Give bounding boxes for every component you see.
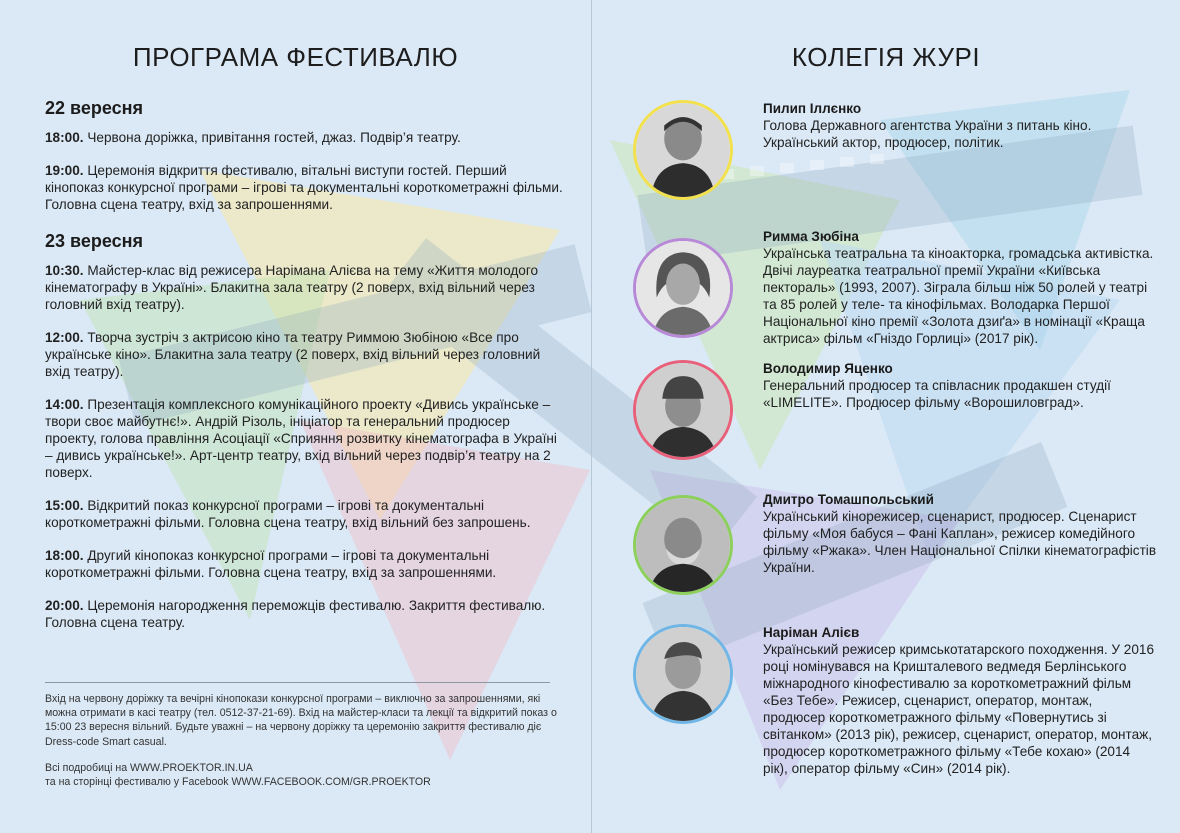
jury-bio: Голова Державного агентства України з питань кіно. Український актор, продюсер, політик.: [763, 118, 1092, 150]
male-portrait-icon: [636, 627, 730, 721]
male-portrait-icon: [636, 103, 730, 197]
schedule-text: Другий кінопоказ конкурсної програми – ігрові та документальні короткометражні фільми. Головна сцена театру, вхід за запрошеннями.: [45, 548, 497, 580]
jury-photo: [633, 100, 733, 200]
schedule-item: [45, 162, 565, 213]
jury-name: Володимир Яценко: [763, 361, 893, 376]
schedule-item: [45, 547, 565, 581]
schedule-text: Майстер-клас від режисера Нарімана Алієва на тему «Життя молодого кінематографу в Україні». Блакитна зала театру (2 поверх, вхід вільний через головний вхід театру).: [45, 263, 539, 312]
jury-photo: [633, 495, 733, 595]
website-link-text[interactable]: Всі подробиці на WWW.PROEKTOR.IN.UA: [45, 762, 253, 774]
jury-photo: [633, 238, 733, 338]
schedule-text: Відкритий показ конкурсної програми – ігрові та документальні короткометражні фільми. Головна сцена театру, вхід вільний без запрошень.: [45, 498, 531, 530]
jury-name: Римма Зюбіна: [763, 229, 859, 244]
schedule-text: Церемонія відкриття фестивалю, вітальні виступи гостей. Перший кінопоказ конкурсної програми – ігрові та документальні короткометражні фільми. Головна сцена театру, вхід за запрошеннями.: [45, 163, 563, 212]
schedule-text: Церемонія нагородження переможців фестивалю. Закриття фестивалю. Головна сцена театру.: [45, 598, 546, 630]
schedule-item: [45, 262, 565, 313]
schedule-text: Творча зустріч з актрисою кіно та театру Риммою Зюбіною «Все про українське кіно». Блакитна зала театру (2 поверх, вхід вільний через головний вхід театру).: [45, 330, 541, 379]
jury-info: [763, 624, 1158, 777]
jury-photo: [633, 624, 733, 724]
footer-divider: [45, 682, 550, 683]
jury-page: [592, 0, 1180, 833]
female-portrait-icon: [636, 241, 730, 335]
jury-bio: Генеральний продюсер та співласник продакшен студії «LIMELITE». Продюсер фільму «Ворошиловград».: [763, 378, 1111, 410]
schedule-time: 19:00.: [45, 163, 84, 178]
jury-name: Наріман Алієв: [763, 625, 860, 640]
program-schedule: [45, 98, 565, 647]
schedule-time: 15:00.: [45, 498, 84, 513]
schedule-time: 18:00.: [45, 548, 84, 563]
footer-links: [45, 761, 560, 789]
jury-info: [763, 491, 1158, 576]
footer-note: Вхід на червону доріжку та вечірні кінопокази конкурсної програми – виключно за запрошеннями, які можна отримати в касі театру (тел. 0512-37-21-69). Вхід на майстер-класи та лекції та відкритий показ о 15:00 23 вересня вільний. Будьте уважні – на червону доріжку та церемонію закриття фестивалю діє Dress-code Smart casual.: [45, 693, 557, 748]
jury-bio: Український кінорежисер, сценарист, продюсер. Сценарист фільму «Моя бабуся – Фані Каплан», режисер комедійного фільму «Ржака». Член Національної Спілки кінематографістів України.: [763, 509, 1157, 575]
schedule-time: 12:00.: [45, 330, 84, 345]
jury-title: КОЛЕГІЯ ЖУРІ: [791, 42, 981, 72]
program-title: ПРОГРАМА ФЕСТИВАЛЮ: [132, 42, 459, 72]
schedule-time: 10:30.: [45, 263, 84, 278]
schedule-text: Презентація комплексного комунікаційного проекту «Дивись українське – твори своє майбутнє!». Андрій Різоль, ініціатор та генеральний продюсер проекту, голова правління Асоціації «Сприяння розвитку кінематографа в Україні – дивись українське!». Арт-центр театру, вхід вільний через подвір’я театру на 2 поверх.: [45, 397, 557, 480]
day-heading: 23 вересня: [45, 231, 144, 251]
day-heading: 22 вересня: [45, 98, 144, 118]
facebook-link-text[interactable]: та на сторінці фестивалю у Facebook WWW.FACEBOOK.COM/GR.PROEKTOR: [45, 776, 431, 789]
schedule-item: [45, 597, 565, 631]
schedule-item: [45, 129, 565, 146]
jury-info: [763, 360, 1158, 411]
schedule-text: Червона доріжка, привітання гостей, джаз. Подвір’я театру.: [87, 130, 461, 145]
schedule-time: 14:00.: [45, 397, 84, 412]
jury-info: [763, 100, 1158, 151]
schedule-item: [45, 396, 565, 481]
jury-name: Пилип Іллєнко: [763, 101, 862, 116]
schedule-time: 18:00.: [45, 130, 84, 145]
jury-bio: Українська театральна та кіноакторка, громадська активістка. Двічі лауреатка театральної премії України «Київська пектораль» (1993, 2007). Зіграла більш ніж 50 ролей у театрі та 85 ролей у теле- та кінофільмах. Володарка Першої Національної кіно премії «Золота дзиґа» в номінації «Краща актриса» фільм «Гніздо Горлиці» (2017 рік).: [763, 246, 1154, 346]
male-portrait-icon: [636, 363, 730, 457]
schedule-item: [45, 497, 565, 531]
jury-name: Дмитро Томашпольський: [763, 492, 934, 507]
jury-bio: Український режисер кримськотатарского походження. У 2016 році номінувався на Кришталевого ведмедя Берлінського міжнародного кінофестивалю за короткометражний фільм «Без Тебе». Режисер, сценарист, оператор, монтаж, продюсер короткометражного фільму «Повернутись зі світанком» (2013 рік), режисер, сценарист, оператор, монтаж, продюсер короткометражного фільму «Тебе кохаю» (2014 рік), оператор фільму «Син» (2014 рік).: [763, 642, 1155, 776]
jury-info: [763, 228, 1158, 347]
jury-photo: [633, 360, 733, 460]
male-portrait-icon: [636, 498, 730, 592]
schedule-time: 20:00.: [45, 598, 84, 613]
schedule-item: [45, 329, 565, 380]
